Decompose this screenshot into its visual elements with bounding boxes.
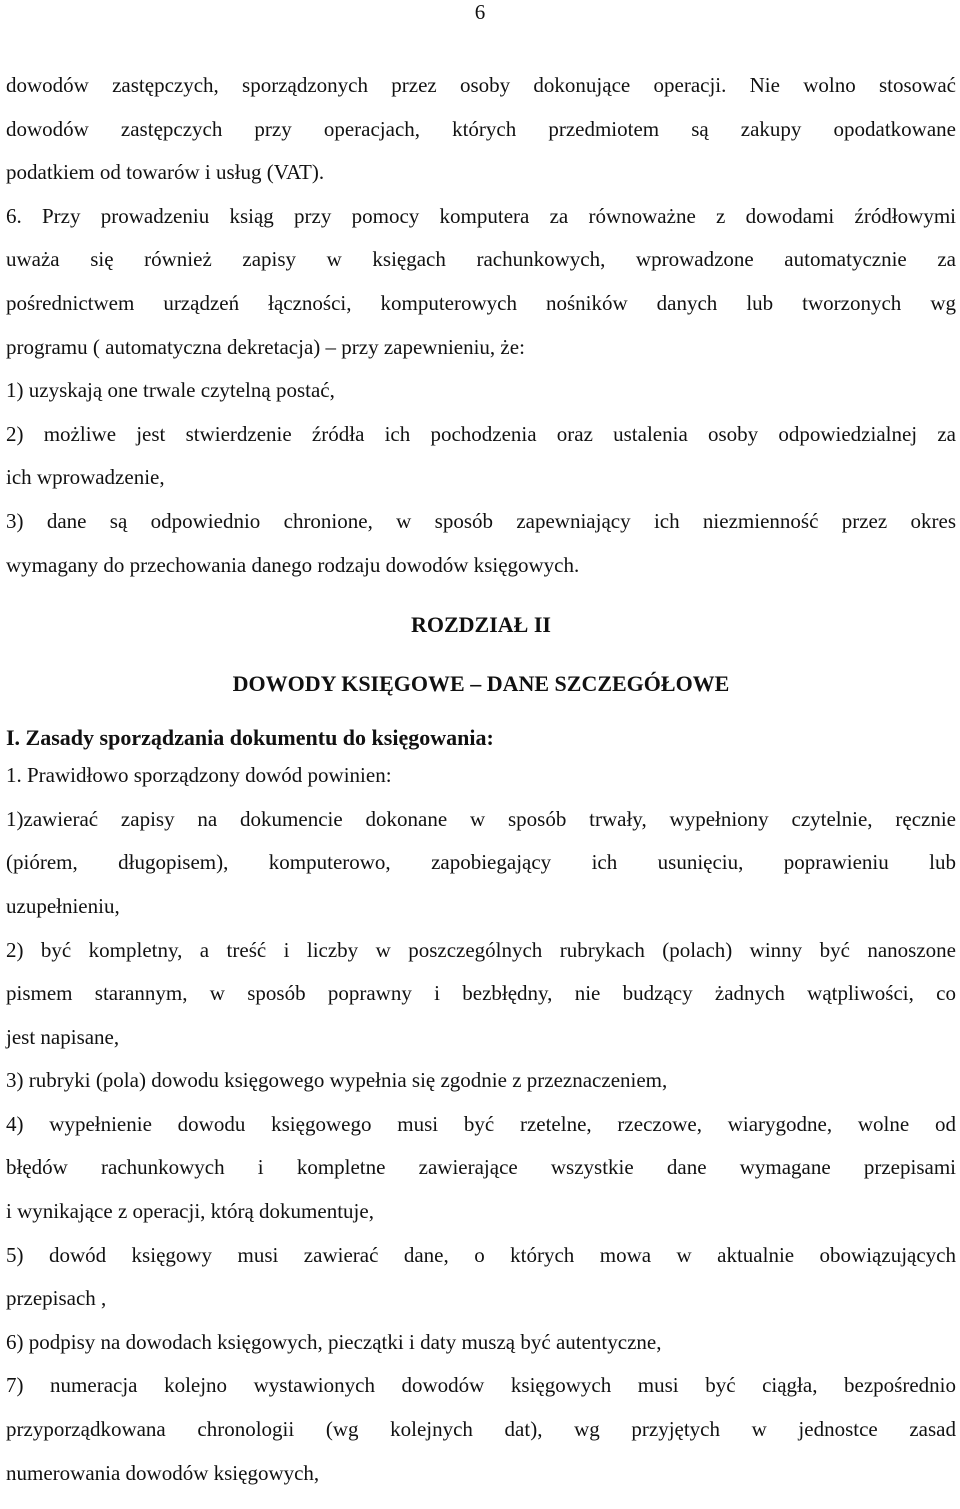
text-line: 4) wypełnienie dowodu księgowego musi być rzetelne, rzeczowe, wiarygodne, wolne od — [6, 1111, 956, 1136]
text-line: programu ( automatyczna dekretacja) – przy zapewnieniu, że: — [6, 334, 525, 359]
text-line: pismem starannym, w sposób poprawny i bezbłędny, nie budzący żadnych wątpliwości, co — [6, 981, 956, 1006]
text-line: wymagany do przechowania danego rodzaju dowodów księgowych. — [6, 552, 580, 577]
text-line: uzupełnieniu, — [6, 893, 120, 918]
text-line: 3) dane są odpowiednio chronione, w sposób zapewniający ich niezmienność przez okres — [6, 508, 956, 533]
page-number: 6 — [474, 0, 486, 24]
text-line: 1) uzyskają one trwale czytelną postać, — [6, 378, 335, 403]
text-line: 6) podpisy na dowodach księgowych, pieczątki i daty muszą być autentyczne, — [6, 1329, 662, 1354]
text-line: ich wprowadzenie, — [6, 465, 165, 490]
text-line: dowodów zastępczych, sporządzonych przez osoby dokonujące operacji. Nie wolno stosować — [6, 73, 956, 97]
text-line: podatkiem od towarów i usług (VAT). — [6, 160, 325, 185]
text-line: 3) rubryki (pola) dowodu księgowego wypełnia się zgodnie z przeznaczeniem, — [6, 1068, 668, 1093]
text-line: 1. Prawidłowo sporządzony dowód powinien: — [6, 763, 392, 788]
text-line: 6. Przy prowadzeniu ksiąg przy pomocy komputera za równoważne z dowodami źródłowymi — [6, 203, 956, 228]
text-line: dowodów zastępczych przy operacjach, których przedmiotem są zakupy opodatkowane — [6, 116, 956, 141]
text-line: numerowania dowodów księgowych, — [6, 1460, 320, 1485]
text-line: uważa się również zapisy w księgach rachunkowych, wprowadzone automatycznie za — [6, 247, 956, 272]
document-body — [6, 64, 956, 1495]
text-line: pośrednictwem urządzeń łączności, komputerowych nośników danych lub tworzonych wg — [6, 290, 956, 315]
text-line: 1)zawierać zapisy na dokumencie dokonane w sposób trwały, wypełniony czytelnie, ręcznie — [6, 806, 956, 831]
section-heading: I. Zasady sporządzania dokumentu do księgowania: — [6, 725, 494, 751]
chapter-number: ROZDZIAŁ II — [411, 612, 551, 638]
text-line: 5) dowód księgowy musi zawierać dane, o których mowa w aktualnie obowiązujących — [6, 1242, 956, 1267]
text-line: jest napisane, — [6, 1024, 120, 1049]
text-line: 2) być kompletny, a treść i liczby w poszczególnych rubrykach (polach) winny być nanoszone — [6, 937, 956, 962]
text-line: błędów rachunkowych i kompletne zawierające wszystkie dane wymagane przepisami — [6, 1155, 956, 1180]
text-line: i wynikające z operacji, którą dokumentuje, — [6, 1199, 374, 1224]
text-line: (piórem, długopisem), komputerowo, zapobiegający ich usunięciu, poprawieniu lub — [6, 850, 956, 875]
text-line: przyporządkowana chronologii (wg kolejnych dat), wg przyjętych w jednostce zasad — [6, 1417, 956, 1442]
chapter-title: DOWODY KSIĘGOWE – DANE SZCZEGÓŁOWE — [232, 671, 730, 697]
text-line: 7) numeracja kolejno wystawionych dowodów księgowych musi być ciągła, bezpośrednio — [6, 1373, 956, 1398]
text-line: 2) możliwe jest stwierdzenie źródła ich pochodzenia oraz ustalenia osoby odpowiedzialnej za — [6, 421, 956, 446]
text-line: przepisach , — [6, 1286, 107, 1311]
